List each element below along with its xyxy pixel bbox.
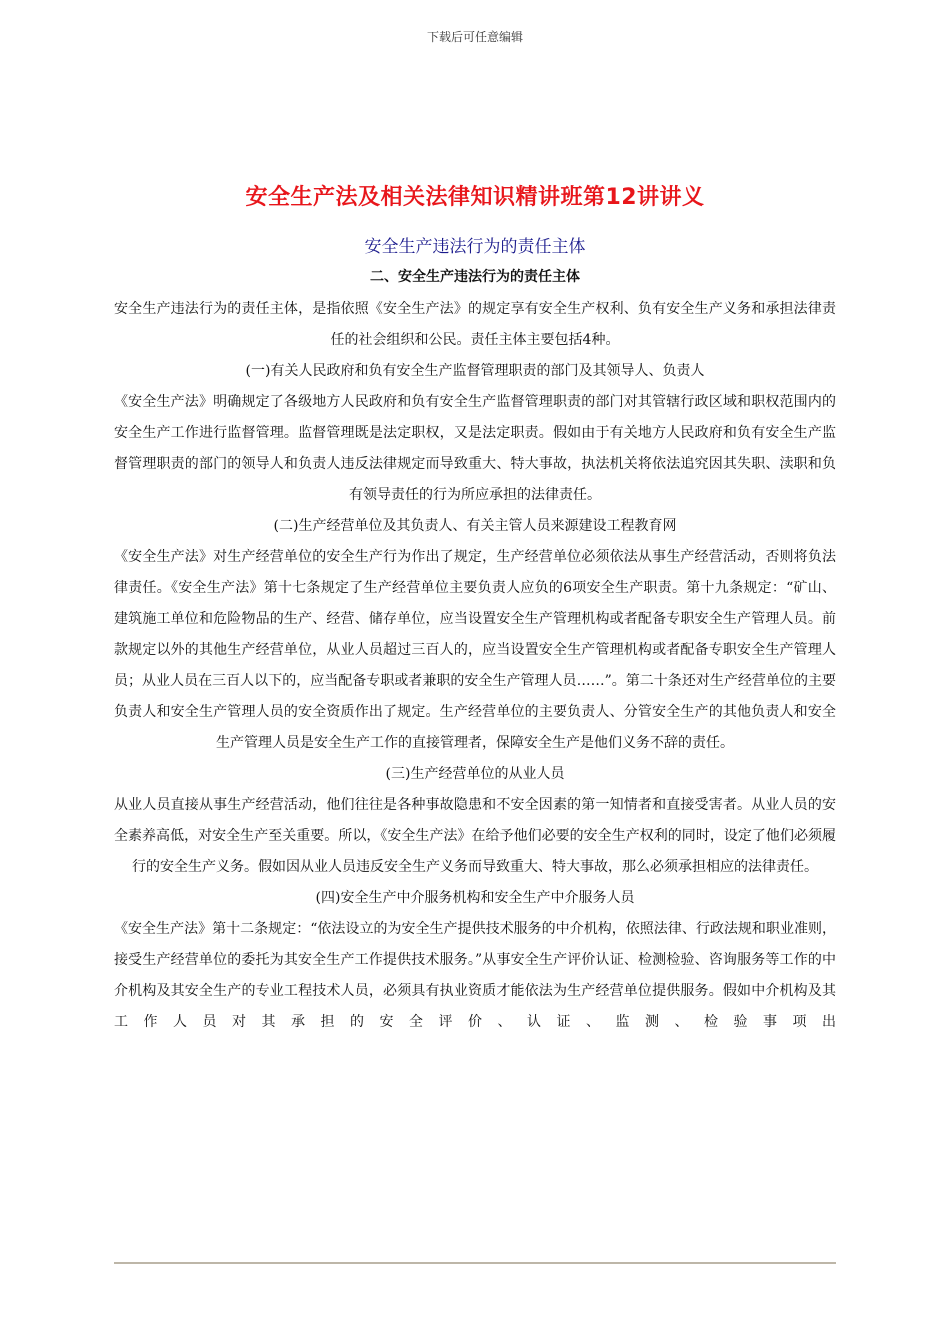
subheading-3: (三)生产经营单位的从业人员 [385, 766, 565, 782]
document-subtitle: 安全生产违法行为的责任主体 [364, 237, 586, 257]
subheading-1: (一)有关人民政府和负有安全生产监督管理职责的部门及其领导人、负责人 [245, 363, 705, 379]
subheading-4: (四)安全生产中介服务机构和安全生产中介服务人员 [315, 890, 635, 906]
subheading-2: (二)生产经营单位及其负责人、有关主管人员来源建设工程教育网 [273, 518, 677, 534]
document-body [114, 294, 836, 1038]
paragraph-2: 《安全生产法》对生产经营单位的安全生产行为作出了规定，生产经营单位必须依法从事生产经营活动，否则将负法律责任。《安全生产法》第十七条规定了生产经营单位主要负责人应负的6项安全生产职责。第十九条规定：“矿山、建筑施工单位和危险物品的生产、经营、储存单位，应当设置安全生产管理机构或者配备专职安全生产管理人员。前款规定以外的其他生产经营单位，从业人员超过三百人的，应当设置安全生产管理机构或者配备专职安全生产管理人员；从业人员在三百人以下的，应当配备专职或者兼职的安全生产管理人员……”。第二十条还对生产经营单位的主要负责人和安全生产管理人员的安全资质作出了规定。生产经营单位的主要负责人、分管安全生产的其他负责人和安全生产管理人员是安全生产工作的直接管理者，保障安全生产是他们义务不辞的责任。 [114, 549, 836, 751]
header-note: 下载后可任意编辑 [426, 30, 523, 44]
paragraph-4: 《安全生产法》第十二条规定：“依法设立的为安全生产提供技术服务的中介机构，依照法律、行政法规和职业准则，接受生产经营单位的委托为其安全生产工作提供技术服务。”从事安全生产评价认证、检测检验、咨询服务等工作的中介机构及其安全生产的专业工程技术人员，必须具有执业资质才能依法为生产经营单位提供服务。假如中介机构及其工作人员对其承担的安全评价、认证、监测、检验事项出 [114, 921, 836, 1030]
footer-divider [114, 1262, 836, 1264]
paragraph-1: 《安全生产法》明确规定了各级地方人民政府和负有安全生产监督管理职责的部门对其管辖行政区域和职权范围内的安全生产工作进行监督管理。监督管理既是法定职权，又是法定职责。假如由于有关地方人民政府和负有安全生产监督管理职责的部门的领导人和负责人违反法律规定而导致重大、特大事故，执法机关将依法追究因其失职、渎职和负有领导责任的行为所应承担的法律责任。 [114, 394, 836, 503]
document-title: 安全生产法及相关法律知识精讲班第12讲讲义 [245, 185, 705, 210]
section-heading: 二、安全生产违法行为的责任主体 [370, 269, 580, 285]
paragraph-intro: 安全生产违法行为的责任主体，是指依照《安全生产法》的规定享有安全生产权利、负有安全生产义务和承担法律责任的社会组织和公民。责任主体主要包括4种。 [114, 301, 836, 348]
paragraph-3: 从业人员直接从事生产经营活动，他们往往是各种事故隐患和不安全因素的第一知情者和直接受害者。从业人员的安全素养高低，对安全生产至关重要。所以，《安全生产法》在给予他们必要的安全生产权利的同时，设定了他们必须履行的安全生产义务。假如因从业人员违反安全生产义务而导致重大、特大事故，那么必须承担相应的法律责任。 [114, 797, 836, 875]
